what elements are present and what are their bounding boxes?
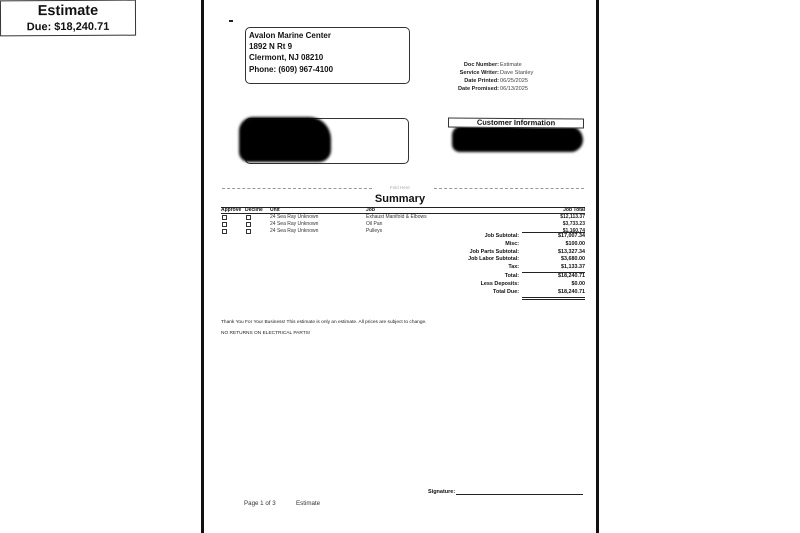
table-header: [221, 207, 585, 214]
header-decline: Decline: [245, 207, 263, 213]
meta-date-printed: Date Printed: 06/25/2025: [464, 78, 528, 84]
thank-you-note: Thank You For Your Business! This estimate is only an estimate. All prices are subject to change.: [221, 320, 427, 325]
total-parts-subtotal: Job Parts Subtotal: $13,327.34: [469, 248, 585, 255]
meta-service-writer: Service Writer: Dave Stanley: [459, 70, 534, 76]
approve-checkbox[interactable]: [222, 229, 227, 234]
company-name: Avalon Marine Center: [249, 31, 331, 40]
page-right-edge: [596, 0, 599, 533]
table-row: 24 Sea Ray Unknown Pulleys $1,160.74: [221, 228, 585, 235]
document-meta: [440, 61, 590, 93]
total-labor-subtotal: Job Labor Subtotal: $3,680.00: [468, 256, 585, 263]
estimate-header-box: [0, 0, 136, 36]
redacted-customer-info: [452, 126, 583, 152]
approve-checkbox[interactable]: [222, 215, 227, 220]
page-number: Page 1 of 3: [244, 500, 276, 507]
signature-line[interactable]: [456, 489, 583, 495]
scan-mark: [229, 20, 233, 22]
header-job: Job: [366, 207, 375, 213]
summary-title: Summary: [374, 193, 426, 205]
meta-doc-number: Doc Number: Estimate: [463, 62, 522, 68]
decline-checkbox[interactable]: [246, 215, 251, 220]
total-less-deposits: Less Deposits: $0.00: [480, 280, 585, 287]
summary-table: [221, 207, 585, 235]
header-approve: Approve: [221, 207, 242, 213]
page-left-edge: [201, 0, 204, 533]
estimate-due-amount: Due: $18,240.71: [26, 20, 110, 34]
company-address: 1892 N Rt 9: [249, 42, 293, 52]
footer-doc-type: Estimate: [296, 500, 321, 507]
signature-field: [428, 489, 583, 495]
approve-checkbox[interactable]: [222, 222, 227, 227]
redacted-customer-address: [239, 117, 331, 162]
signature-label: Signature:: [428, 489, 456, 495]
decline-checkbox[interactable]: [246, 229, 251, 234]
total-misc: Misc: $100.00: [505, 240, 585, 247]
table-row: 24 Sea Ray Unknown Oil Pan $3,733.23: [221, 221, 585, 228]
fold-label: Fold Here: [390, 185, 410, 190]
totals-double-rule: [522, 297, 585, 300]
total-job-subtotal: Job Subtotal: $17,007.34: [484, 233, 585, 239]
header-job-total: Job Total: [563, 207, 585, 213]
returns-policy-note: NO RETURNS ON ELECTRICAL PARTS!: [221, 331, 311, 336]
company-city: Clermont, NJ 08210: [249, 53, 324, 63]
total-due: Total Due: $18,240.71: [493, 288, 585, 295]
total-tax: Tax: $1,133.37: [508, 264, 585, 271]
customer-info-header: Customer Information: [448, 118, 584, 129]
decline-checkbox[interactable]: [246, 222, 251, 227]
meta-date-promised: Date Promised: 06/13/2025: [457, 86, 528, 92]
estimate-title: Estimate: [37, 2, 99, 20]
fold-line: [222, 185, 584, 190]
company-info-box: [245, 27, 410, 84]
total-total: Total: $18,240.71: [504, 272, 585, 279]
header-unit: Unit: [270, 207, 280, 213]
table-row: 24 Sea Ray Unknown Exhaust Manifold & Elbows $12,113.37: [221, 214, 585, 221]
company-phone: Phone: (609) 967-4100: [249, 64, 334, 74]
totals-block: [430, 232, 585, 300]
